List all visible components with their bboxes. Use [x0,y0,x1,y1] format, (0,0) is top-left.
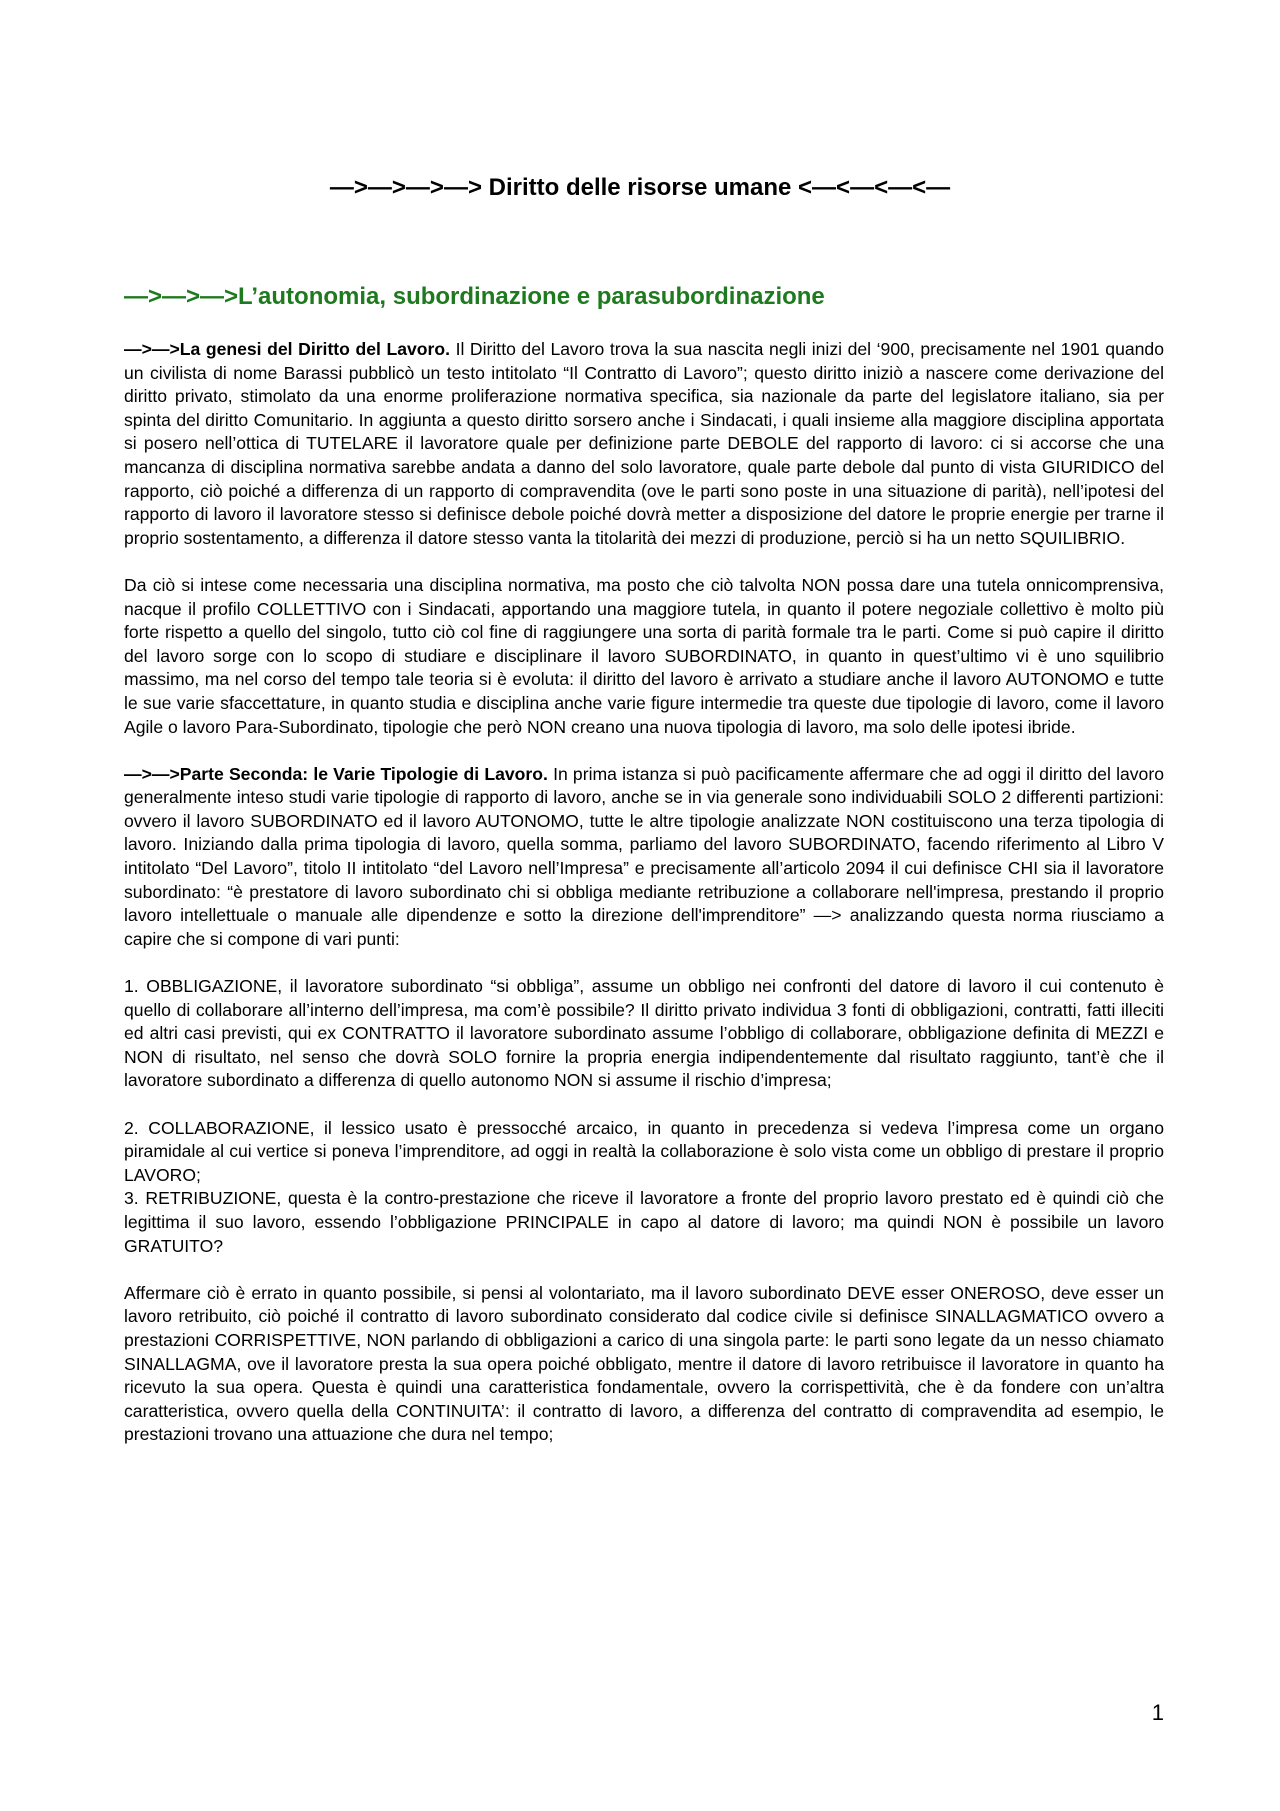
paragraph-text: In prima istanza si può pacificamente affermare che ad oggi il diritto del lavoro generalmente inteso studi varie tipologie di rapporto di lavoro, anche se in via generale sono individuabili SOLO 2 differenti partizioni: ovvero il lavoro SUBORDINATO ed il lavoro AUTONOMO, tutte le altre tipologie analizzate NON costituiscono una terza tipologia di lavoro. Iniziando dalla prima tipologia di lavoro, quella somma, parliamo del lavoro SUBORDINATO, facendo riferimento al Libro V intitolato “Del Lavoro”, titolo II intitolato “del Lavoro nell’Impresa” e precisamente all’articolo 2094 il cui definisce CHI sia il lavoratore subordinato: “è prestatore di lavoro subordinato chi si obbliga mediante retribuzione a collaborare nell'impresa, prestando il proprio lavoro intellettuale o manuale alle dipendenze e sotto la direzione dell'imprenditore” —> analizzando questa norma riusciamo a capire che si compone di vari punti: [124,763,1164,949]
page-number: 1 [1151,1700,1164,1725]
section-title: —>—>—>L’autonomia, subordinazione e parasubordinazione [124,283,825,310]
paragraph-lead: —>—>La genesi del Diritto del Lavoro. [124,339,450,359]
paragraph [124,763,1164,952]
paragraph-text: Il Diritto del Lavoro trova la sua nascita negli inizi del ‘900, precisamente nel 1901 quando un civilista di nome Barassi pubblicò un testo intitolato “Il Contratto di Lavoro”; questo diritto iniziò a nascere come derivazione del diritto privato, stimolato da una enorme proliferazione normativa specifica, sia nazionale da parte del legislatore italiano, sia per spinta del diritto Comunitario. In aggiunta a questo diritto sorsero anche i Sindacati, i quali insieme alla maggiore disciplina apportata si posero nell’ottica di TUTELARE il lavoratore quale per definizione parte DEBOLE del rapporto di lavoro: ci si accorse che una mancanza di disciplina normativa sarebbe andata a danno del solo lavoratore, quale parte debole dal punto di vista GIURIDICO del rapporto, ciò poiché a differenza di un rapporto di compravendita (ove le parti sono poste in una situazione di parità), nell’ipotesi del rapporto di lavoro il lavoratore stesso si definisce debole poiché dovrà metter a disposizione del datore le proprie energie per trarne il proprio sostentamento, a differenza il datore stesso vanta la titolarità dei mezzi di produzione, perciò si ha un netto SQUILIBRIO. [124,339,1164,548]
paragraph-lead: —>—>Parte Seconda: le Varie Tipologie di Lavoro. [124,763,548,784]
paragraph [124,1282,1164,1447]
paragraph-text: 2. COLLABORAZIONE, il lessico usato è pressocché arcaico, in quanto in precedenza si vedeva l’impresa come un organo piramidale al cui vertice si poneva l’imprenditore, ad oggi in realtà la collaborazione è solo vista come un obbligo di prestare il proprio LAVORO; [124,1117,1164,1185]
paragraph-text: Da ciò si intese come necessaria una disciplina normativa, ma posto che ciò talvolta NON possa dare una tutela onnicomprensiva, nacque il profilo COLLETTIVO con i Sindacati, apportando una maggiore tutela, in quanto il potere negoziale collettivo è molto più forte rispetto a quello del singolo, tutto ciò col fine di raggiungere una sorta di parità formale tra le parti. Come si può capire il diritto del lavoro sorge con lo scopo di studiare e disciplinare il lavoro SUBORDINATO, in quanto in quest’ultimo vi è uno squilibrio massimo, ma nel corso del tempo tale teoria si è evoluta: il diritto del lavoro è arrivato a studiare anche il lavoro AUTONOMO e tutte le sue varie sfaccettature, in quanto studia e disciplina anche varie figure intermedie tra queste due tipologie di lavoro, come il lavoro Agile o lavoro Para-Subordinato, tipologie che però NON creano una nuova tipologia di lavoro, ma solo delle ipotesi ibride. [124,574,1164,737]
list-item [124,1117,1164,1188]
list-item [124,1187,1164,1258]
document-body [124,338,1164,1471]
paragraph [124,574,1164,739]
paragraph-text: 3. RETRIBUZIONE, questa è la contro-prestazione che riceve il lavoratore a fronte del proprio lavoro prestato ed è quindi ciò che legittima il suo lavoro, essendo l’obbligazione PRINCIPALE in capo al datore di lavoro; ma quindi NON è possibile un lavoro GRATUITO? [124,1188,1164,1256]
paragraph [124,338,1164,550]
document-title: —>—>—>—> Diritto delle risorse umane <—<—<—<— [329,174,951,201]
paragraph-text: Affermare ciò è errato in quanto possibile, si pensi al volontariato, ma il lavoro subordinato DEVE esser ONEROSO, deve esser un lavoro retribuito, ciò poiché il contratto di lavoro subordinato considerato dal codice civile si definisce SINALLAGMATICO ovvero a prestazioni CORRISPETTIVE, NON parlando di obbligazioni a carico di una singola parte: le parti sono legate da un nesso chiamato SINALLAGMA, ove il lavoratore presta la sua opera poiché obbligato, mentre il datore di lavoro retribuisce il lavoratore in quanto ha ricevuto la sua opera. Questa è quindi una caratteristica fondamentale, ovvero la corrispettività, che è da fondere con un’altra caratteristica, ovvero quella della CONTINUITA’: il contratto di lavoro, a differenza del contratto di compravendita ad esempio, le prestazioni trovano una attuazione che dura nel tempo; [124,1282,1164,1445]
list-item [124,975,1164,1093]
paragraph-text: 1. OBBLIGAZIONE, il lavoratore subordinato “si obbliga”, assume un obbligo nei confronti del datore di lavoro il cui contenuto è quello di collaborare all’interno dell’impresa, ma com’è possibile? Il diritto privato individua 3 fonti di obbligazioni, contratti, fatti illeciti ed altri casi previsti, qui ex CONTRATTO il lavoratore subordinato assume l’obbligo di collaborare, obbligazione definita di MEZZI e NON di risultato, nel senso che dovrà SOLO fornire la propria energia indipendentemente dal risultato raggiunto, tant’è che il lavoratore subordinato a differenza di quello autonomo NON si assume il rischio d’impresa; [124,976,1164,1091]
